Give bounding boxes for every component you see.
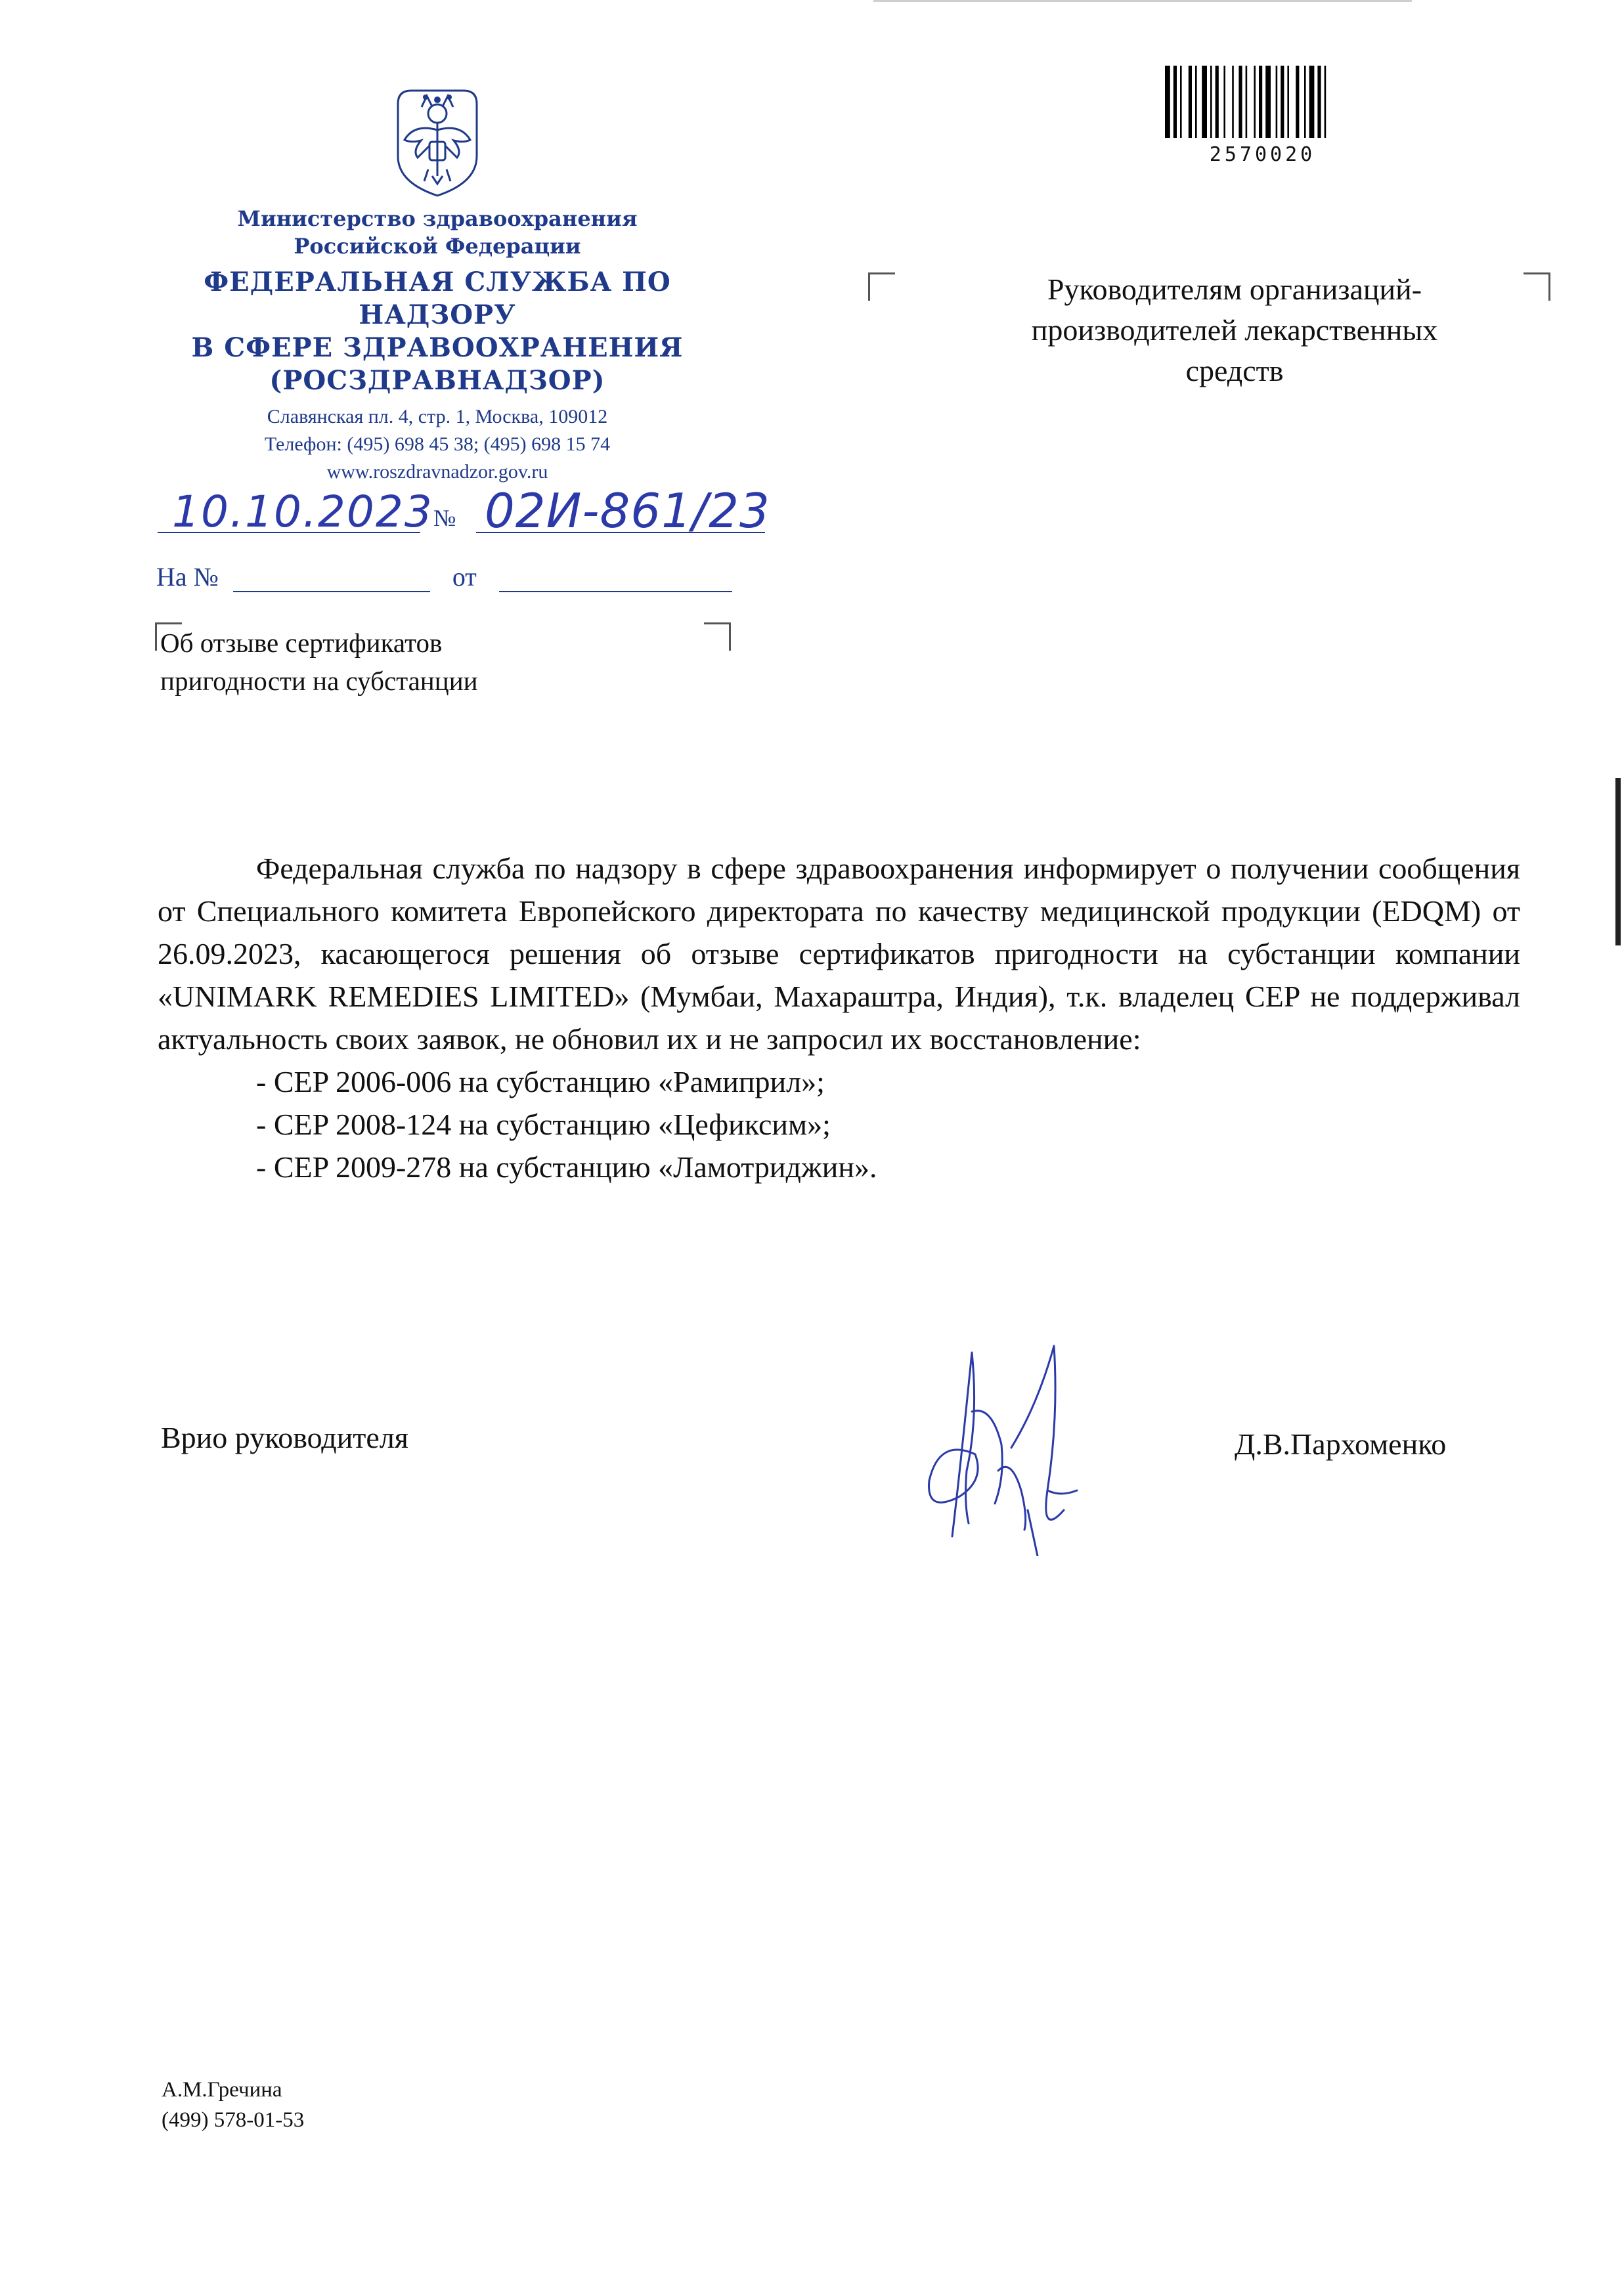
barcode-number: 2570020 <box>1209 143 1316 166</box>
reply-no-blank <box>233 569 430 592</box>
subject-bracket-right <box>704 622 731 651</box>
registration-number: 02И-861/23 <box>485 483 770 538</box>
reply-no-label: На № <box>156 562 219 592</box>
subject-line-1: Об отзыве сертификатов <box>160 628 443 658</box>
scan-edge-top <box>873 0 1412 2</box>
signatory-position: Врио руководителя <box>161 1421 408 1454</box>
addressee-bracket-left <box>868 272 895 301</box>
addressee-line-1: Руководителям организаций- <box>1047 272 1422 306</box>
number-sign: № <box>433 505 456 531</box>
scan-edge-right <box>1615 778 1621 945</box>
russian-coat-of-arms-icon <box>385 77 490 201</box>
ministry-line-2: Российской Федерации <box>294 234 581 259</box>
service-name <box>129 266 746 397</box>
ministry-line-1: Министерство здравоохранения <box>237 206 638 231</box>
list-item: - CEP 2006-006 на субстанцию «Рамиприл»; <box>256 1065 825 1098</box>
cep-list <box>158 1060 1520 1188</box>
phone: Телефон: (495) 698 45 38; (495) 698 15 74 <box>264 433 611 455</box>
addressee-bracket-right <box>1523 272 1550 301</box>
reply-reference <box>156 561 732 592</box>
addressee <box>952 269 1517 391</box>
signatory-name: Д.В.Пархоменко <box>1235 1427 1447 1461</box>
website-link[interactable]: www.roszdravnadzor.gov.ru <box>326 461 548 483</box>
service-line-1: ФЕДЕРАЛЬНАЯ СЛУЖБА ПО НАДЗОРУ <box>204 267 671 330</box>
handwritten-signature <box>913 1339 1110 1556</box>
barcode-icon <box>1162 66 1363 146</box>
executor-name: А.М.Гречина <box>162 2078 282 2102</box>
ministry-name <box>155 205 720 260</box>
service-line-3: (РОСЗДРАВНАДЗОР) <box>269 365 605 396</box>
service-line-2: В СФЕРЕ ЗДРАВООХРАНЕНИЯ <box>191 332 684 363</box>
executor <box>162 2075 304 2135</box>
reply-from-blank <box>499 569 732 592</box>
body-paragraph: Федеральная служба по надзору в сфере здравоохранения информирует о получении сообщения от Специального комитета Европейского директората по качеству медицинской продукции (EDQM) от 26.09.2023, касающегося решения об отзыве сертификатов пригодности на субстанции компании «UNIMARK REMEDIES LIMITED» (Мумбаи, Махараштра, Индия), т.к. владелец CEP не поддерживал актуальность своих заявок, не обновил их и не запросил их восстановление: <box>158 852 1520 1056</box>
addressee-line-3: средств <box>1185 354 1284 387</box>
address: Славянская пл. 4, стр. 1, Москва, 109012 <box>267 406 608 427</box>
registration-date: 10.10.2023 <box>172 487 433 537</box>
list-item: - CEP 2008-124 на субстанцию «Цефиксим»; <box>256 1108 831 1141</box>
contacts <box>155 403 720 486</box>
date-underline <box>158 532 420 533</box>
reply-from-label: от <box>452 562 477 592</box>
addressee-line-2: производителей лекарственных <box>1031 313 1438 347</box>
subject-line-2: пригодности на субстанции <box>160 666 478 696</box>
letter-body <box>158 847 1520 1188</box>
executor-phone: (499) 578-01-53 <box>162 2108 305 2132</box>
subject <box>160 624 478 700</box>
list-item: - CEP 2009-278 на субстанцию «Ламотриджин». <box>256 1150 877 1184</box>
number-underline <box>476 532 765 533</box>
